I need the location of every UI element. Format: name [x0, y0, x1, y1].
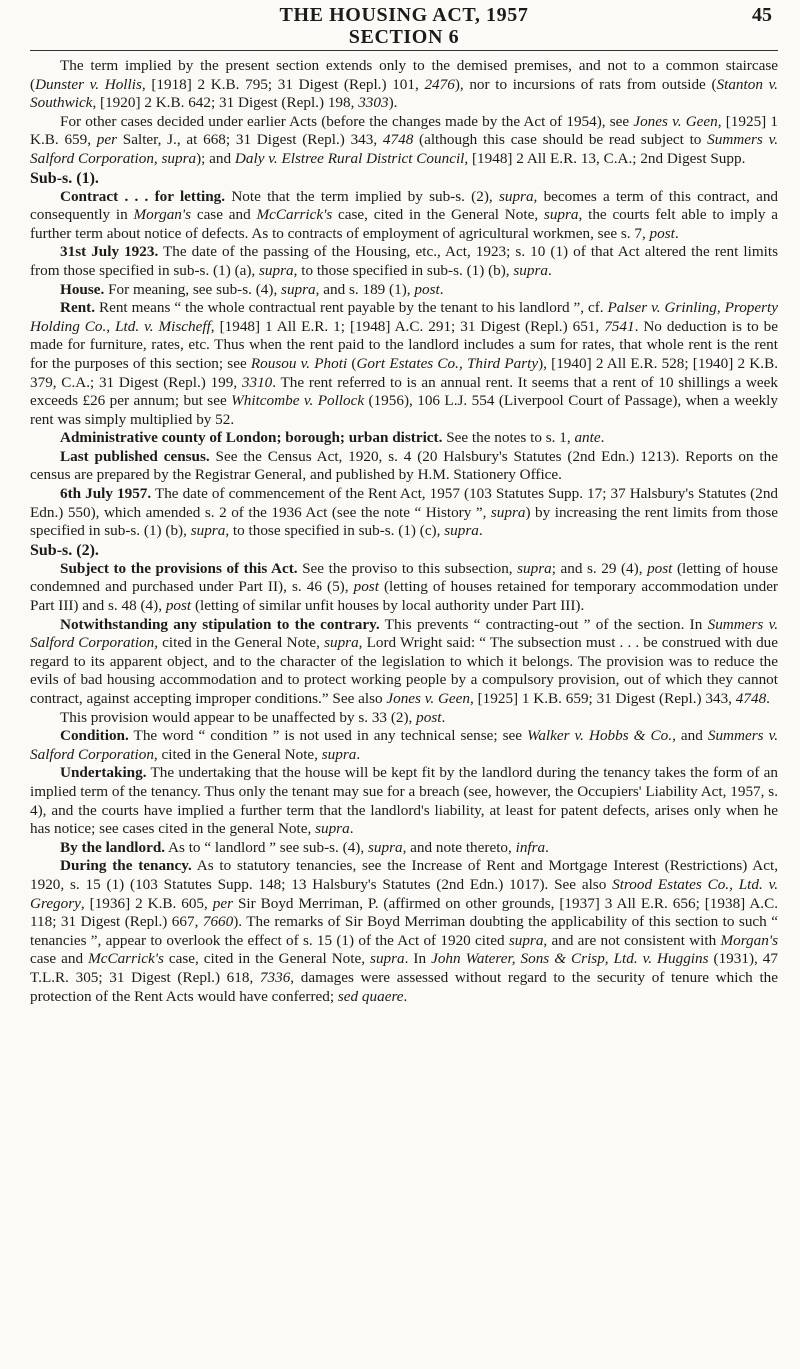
- text-run: The date of the passing of the Housing, etc., Act, 1923; s. 10 (1) of that Act altered the rent limits from those specified in sub-s. (1) (a),: [30, 243, 778, 279]
- text-run: The undertaking that the house will be kept fit by the landlord during the tenancy takes the form of an implied term of the tenancy. Thus only the tenant may sue for a breach (see, however, the Occupiers' Liability Act, 1957, s. 4), and the courts have implied a further term that the landlord's liability, at least for patent defects, arises only when he has notice; see cases cited in the general Note,: [30, 764, 778, 838]
- italic-citation: Palser v. Grinling, Property Holding Co., Ltd. v. Mischeff: [30, 299, 778, 335]
- italic-citation: Whitcombe v. Pollock: [231, 392, 365, 410]
- text-run: case and: [30, 950, 89, 968]
- text-run: Sir Boyd Merriman, P. (affirmed on other grounds, [1937] 3 All E.R. 656; [1938] A.C. 118; 31 Digest (Repl.) 667,: [30, 894, 779, 931]
- running-title: THE HOUSING ACT, 1957: [279, 4, 529, 26]
- text-run: , damages were assessed without regard to the security of tenure which the protection of the Rent Acts would have conferred;: [30, 968, 778, 1005]
- text-run: .: [441, 708, 446, 726]
- text-run: , [1925] 1 K.B. 659,: [30, 112, 778, 149]
- text-run: , cited in the General Note,: [153, 745, 322, 763]
- italic-citation: supra: [321, 745, 357, 763]
- para-notwithstanding: [30, 616, 778, 709]
- text-run: , and s. 189 (1),: [315, 280, 415, 298]
- text-run: As to statutory tenancies, see the Increase of Rent and Mortgage Interest (Restrictions) Act, 1920, s. 15 (1) (103 Statutes Supp. 148; 13 Halsbury's Statutes (2nd Edn.) 1017). See also: [30, 857, 778, 893]
- catchword: During the tenancy.: [60, 857, 192, 875]
- text-run: , and: [672, 727, 708, 745]
- italic-citation: 7660: [202, 913, 234, 931]
- italic-citation: sed quaere: [337, 987, 404, 1005]
- catchword: Undertaking.: [60, 764, 147, 782]
- italic-citation: infra: [515, 838, 546, 856]
- text-run: ); and: [196, 149, 235, 167]
- text-run: The word “ condition ” is not used in any technical sense; see: [128, 727, 528, 745]
- italic-citation: John Waterer, Sons & Crisp, Ltd. v. Huggins: [431, 950, 709, 968]
- para-term-implied: [30, 57, 778, 113]
- italic-citation: post: [165, 597, 192, 615]
- text-run: .: [674, 224, 679, 242]
- text-run: case and: [191, 206, 257, 224]
- text-run: Note that the term implied by sub-s. (2),: [225, 187, 499, 205]
- text-run: This provision would appear to be unaffected by s. 33 (2),: [60, 708, 417, 726]
- text-run: case, cited in the General Note,: [163, 950, 371, 968]
- italic-citation: supra: [444, 522, 479, 540]
- text-run: , and note thereto,: [402, 838, 516, 856]
- catchword: 6th July 1957.: [60, 485, 152, 503]
- text-run: See the Census Act, 1920, s. 4 (20 Halsbury's Statutes (2nd Edn.) 1213). Reports on the census are prepared by the Registrar General, and published by H.M. Stationery Office.: [30, 447, 778, 484]
- text-run: Salter, J., at 668; 31 Digest (Repl.) 343,: [117, 131, 383, 149]
- italic-citation: supra: [324, 634, 359, 652]
- text-run: ).: [388, 94, 398, 112]
- page-header: [30, 0, 778, 46]
- italic-citation: post: [353, 578, 379, 596]
- catchword: By the landlord.: [60, 838, 166, 856]
- catchword: House.: [60, 280, 105, 298]
- catchword: 31st July 1923.: [60, 243, 159, 261]
- italic-citation: supra: [513, 261, 548, 279]
- subhead-sub-s-1: Sub-s. (1).: [30, 169, 99, 187]
- italic-citation: Gort Estates Co., Third Party: [356, 354, 539, 372]
- text-run: (1956), 106 L.J. 554 (Liverpool Court of Passage), when a weekly rent was simply multiplied by 52.: [30, 392, 778, 428]
- italic-citation: 7541: [604, 317, 635, 335]
- text-run: , [1948] 2 All E.R. 13, C.A.; 2nd Digest Supp.: [464, 149, 746, 167]
- para-rent: [30, 299, 778, 429]
- text-run: . In: [404, 950, 432, 968]
- text-run: (letting of similar unfit houses by local authority under Part III).: [191, 597, 585, 615]
- para-6th-july-1957: [30, 485, 778, 541]
- italic-citation: 4748: [382, 131, 414, 149]
- text-run: .: [545, 838, 549, 856]
- text-run: , Lord Wright said: “ The subsection must . . . be construed with due regard to its apparent object, and to the character of the legislation to which it belongs. The provision was to reduce the evils of bad housing accommodation and to protect working people by a compulsory provision, out of which they cannot contract, against accepting improper conditions.” See also: [30, 634, 778, 707]
- text-run: For meaning, see sub-s. (4),: [104, 280, 282, 298]
- catchword: Condition.: [60, 727, 129, 745]
- italic-citation: supra: [190, 522, 226, 540]
- para-this-provision: [30, 709, 778, 728]
- para-house: [30, 281, 778, 300]
- text-run: See the notes to s. 1,: [442, 429, 575, 447]
- text-run: , to those specified in sub-s. (1) (c),: [225, 522, 445, 540]
- italic-citation: Rousou v. Photi: [250, 354, 348, 372]
- italic-citation: 4748: [735, 690, 767, 707]
- text-run: This prevents “ contracting-out ” of the section. In: [379, 615, 708, 633]
- page-number: 45: [752, 4, 772, 26]
- para-condition: [30, 727, 778, 764]
- italic-citation: post: [647, 559, 673, 577]
- para-contract-for-letting: [30, 188, 778, 244]
- italic-citation: Strood Estates Co., Ltd. v. Gregory: [30, 875, 778, 912]
- catchword: Contract . . . for letting.: [60, 187, 226, 205]
- italic-citation: Stanton v. Southwick: [30, 75, 778, 112]
- italic-citation: 7336: [259, 968, 291, 986]
- text-run: ), [1940] 2 All E.R. 528; [1940] 2 K.B. 379, C.A.; 31 Digest (Repl.) 199,: [30, 354, 778, 391]
- text-run: ) by increasing the rent limits from those specified in sub-s. (1) (b),: [30, 503, 778, 540]
- text-run: .: [403, 987, 408, 1005]
- italic-citation: Summers v. Salford Corporation: [30, 615, 778, 652]
- text-run: case, cited in the General Note,: [332, 206, 544, 224]
- text-run: , [1918] 2 K.B. 795; 31 Digest (Repl.) 101,: [141, 75, 425, 93]
- text-run: (letting of houses retained for temporary accommodation under Part III) and s. 48 (4),: [30, 578, 778, 615]
- text-run: (1931), 47 T.L.R. 305; 31 Digest (Repl.) 618,: [30, 950, 778, 986]
- para-by-the-landlord: [30, 839, 778, 858]
- text-run: , [1925] 1 K.B. 659; 31 Digest (Repl.) 343,: [470, 690, 736, 707]
- catchword: Rent.: [60, 299, 96, 317]
- italic-citation: supra: [517, 559, 552, 577]
- italic-citation: supra: [543, 206, 579, 224]
- italic-citation: ante: [574, 429, 601, 447]
- para-last-published-census: [30, 448, 778, 485]
- text-run: (letting of house condemned and purchased under Part II), s. 46 (5),: [30, 559, 778, 596]
- text-run: As to “ landlord ” see sub-s. (4),: [165, 838, 368, 856]
- text-run: See the proviso to this subsection,: [297, 559, 518, 577]
- para-administrative-county: [30, 429, 778, 448]
- header-rule: [30, 50, 778, 51]
- text-run: .: [349, 820, 354, 838]
- italic-citation: McCarrick's: [88, 950, 164, 968]
- text-run: ; and s. 29 (4),: [551, 559, 648, 577]
- italic-citation: Morgan's: [720, 931, 778, 949]
- italic-citation: McCarrick's: [256, 206, 333, 224]
- text-run: Rent means “ the whole contractual rent payable by the tenant to his landlord ”, cf.: [95, 299, 608, 317]
- italic-citation: Summers v. Salford Corporation: [30, 727, 778, 763]
- text-run: , cited in the General Note,: [154, 634, 325, 652]
- text-run: ), nor to incursions of rats from outside (: [454, 75, 717, 93]
- text-run: (although this case should be read subject to: [413, 131, 708, 149]
- section-heading: SECTION 6: [348, 26, 460, 48]
- italic-citation: Dunster v. Hollis: [35, 75, 142, 93]
- text-run: , and are not consistent with: [543, 931, 721, 949]
- text-run: , to those specified in sub-s. (1) (b),: [293, 261, 514, 279]
- italic-citation: Summers v. Salford Corporation, supra: [30, 131, 778, 167]
- para-other-cases: [30, 113, 778, 169]
- text-run: The term implied by the present section extends only to the demised premises, and not to a common staircase (: [30, 57, 778, 93]
- text-run: The date of commencement of the Rent Act, 1957 (103 Statutes Supp. 17; 37 Halsbury's Statutes (2nd Edn.) 550), which amended s. 2 of the 1936 Act (see the note “ History ”,: [30, 485, 779, 521]
- italic-citation: 2476: [424, 75, 455, 93]
- text-run: , [1948] 1 All E.R. 1; [1948] A.C. 291; 31 Digest (Repl.) 651,: [210, 317, 605, 335]
- catchword: Subject to the provisions of this Act.: [60, 559, 298, 577]
- italic-citation: supra: [281, 280, 316, 298]
- para-31st-july-1923: [30, 243, 778, 280]
- book-page: [30, 0, 778, 1006]
- italic-citation: post: [649, 224, 675, 242]
- catchword: Notwithstanding any stipulation to the contrary.: [60, 615, 380, 633]
- italic-citation: post: [416, 708, 442, 726]
- text-run: . No deduction is to be made for furniture, rates, etc. Thus when the rent paid to the landlord includes a sum for rates, that whole rent is the rent for the purposes of this section; see: [30, 317, 778, 372]
- text-run: , [1936] 2 K.B. 605,: [80, 894, 213, 912]
- italic-citation: Walker v. Hobbs & Co.: [527, 727, 673, 745]
- text-run: . The rent referred to is an annual rent. It seems that a rent of 10 shillings a week exceeds £26 per annum; but see: [30, 373, 778, 410]
- italic-citation: per: [212, 894, 234, 912]
- italic-citation: per: [96, 131, 118, 149]
- italic-citation: Jones v. Geen: [386, 690, 471, 707]
- italic-citation: supra: [490, 503, 526, 521]
- para-subject-to-provisions: [30, 560, 778, 616]
- subhead-sub-s-2: Sub-s. (2).: [30, 541, 99, 559]
- italic-citation: supra: [498, 187, 534, 205]
- text-run: , [1920] 2 K.B. 642; 31 Digest (Repl.) 198,: [92, 94, 359, 112]
- italic-citation: supra: [259, 261, 294, 279]
- italic-citation: 3310: [241, 373, 273, 391]
- para-during-the-tenancy: [30, 857, 778, 1006]
- italic-citation: supra: [508, 931, 544, 949]
- para-undertaking: [30, 764, 778, 838]
- italic-citation: Daly v. Elstree Rural District Council: [234, 149, 465, 167]
- text-run: .: [600, 429, 605, 447]
- text-run: .: [356, 745, 361, 763]
- catchword: Administrative county of London; borough; urban district.: [60, 429, 443, 447]
- catchword: Last published census.: [60, 447, 210, 465]
- italic-citation: post: [414, 280, 440, 298]
- italic-citation: supra: [367, 838, 403, 856]
- text-run: .: [478, 522, 483, 540]
- text-run: ). The remarks of Sir Boyd Merriman doubting the applicability of this section to such “ tenancies ”, appear to overlook the effect of s. 15 (1) of the Act of 1920 cited: [30, 913, 778, 949]
- italic-citation: Morgan's: [133, 206, 192, 224]
- italic-citation: Jones v. Geen: [633, 112, 718, 130]
- text-run: (: [347, 354, 357, 372]
- text-run: .: [766, 690, 770, 707]
- text-run: , the courts felt able to imply a further term about notice of defects. As to contracts of employment of agricultural workmen, see s. 7,: [30, 206, 778, 242]
- italic-citation: 3303: [358, 94, 389, 112]
- text-run: .: [439, 280, 444, 298]
- annotation-text: [30, 57, 778, 1006]
- text-run: , becomes a term of this contract, and consequently in: [30, 187, 779, 224]
- text-run: For other cases decided under earlier Acts (before the changes made by the Act of 1954), see: [60, 112, 634, 130]
- text-run: .: [548, 261, 552, 279]
- italic-citation: supra: [315, 820, 350, 838]
- italic-citation: supra: [370, 950, 405, 968]
